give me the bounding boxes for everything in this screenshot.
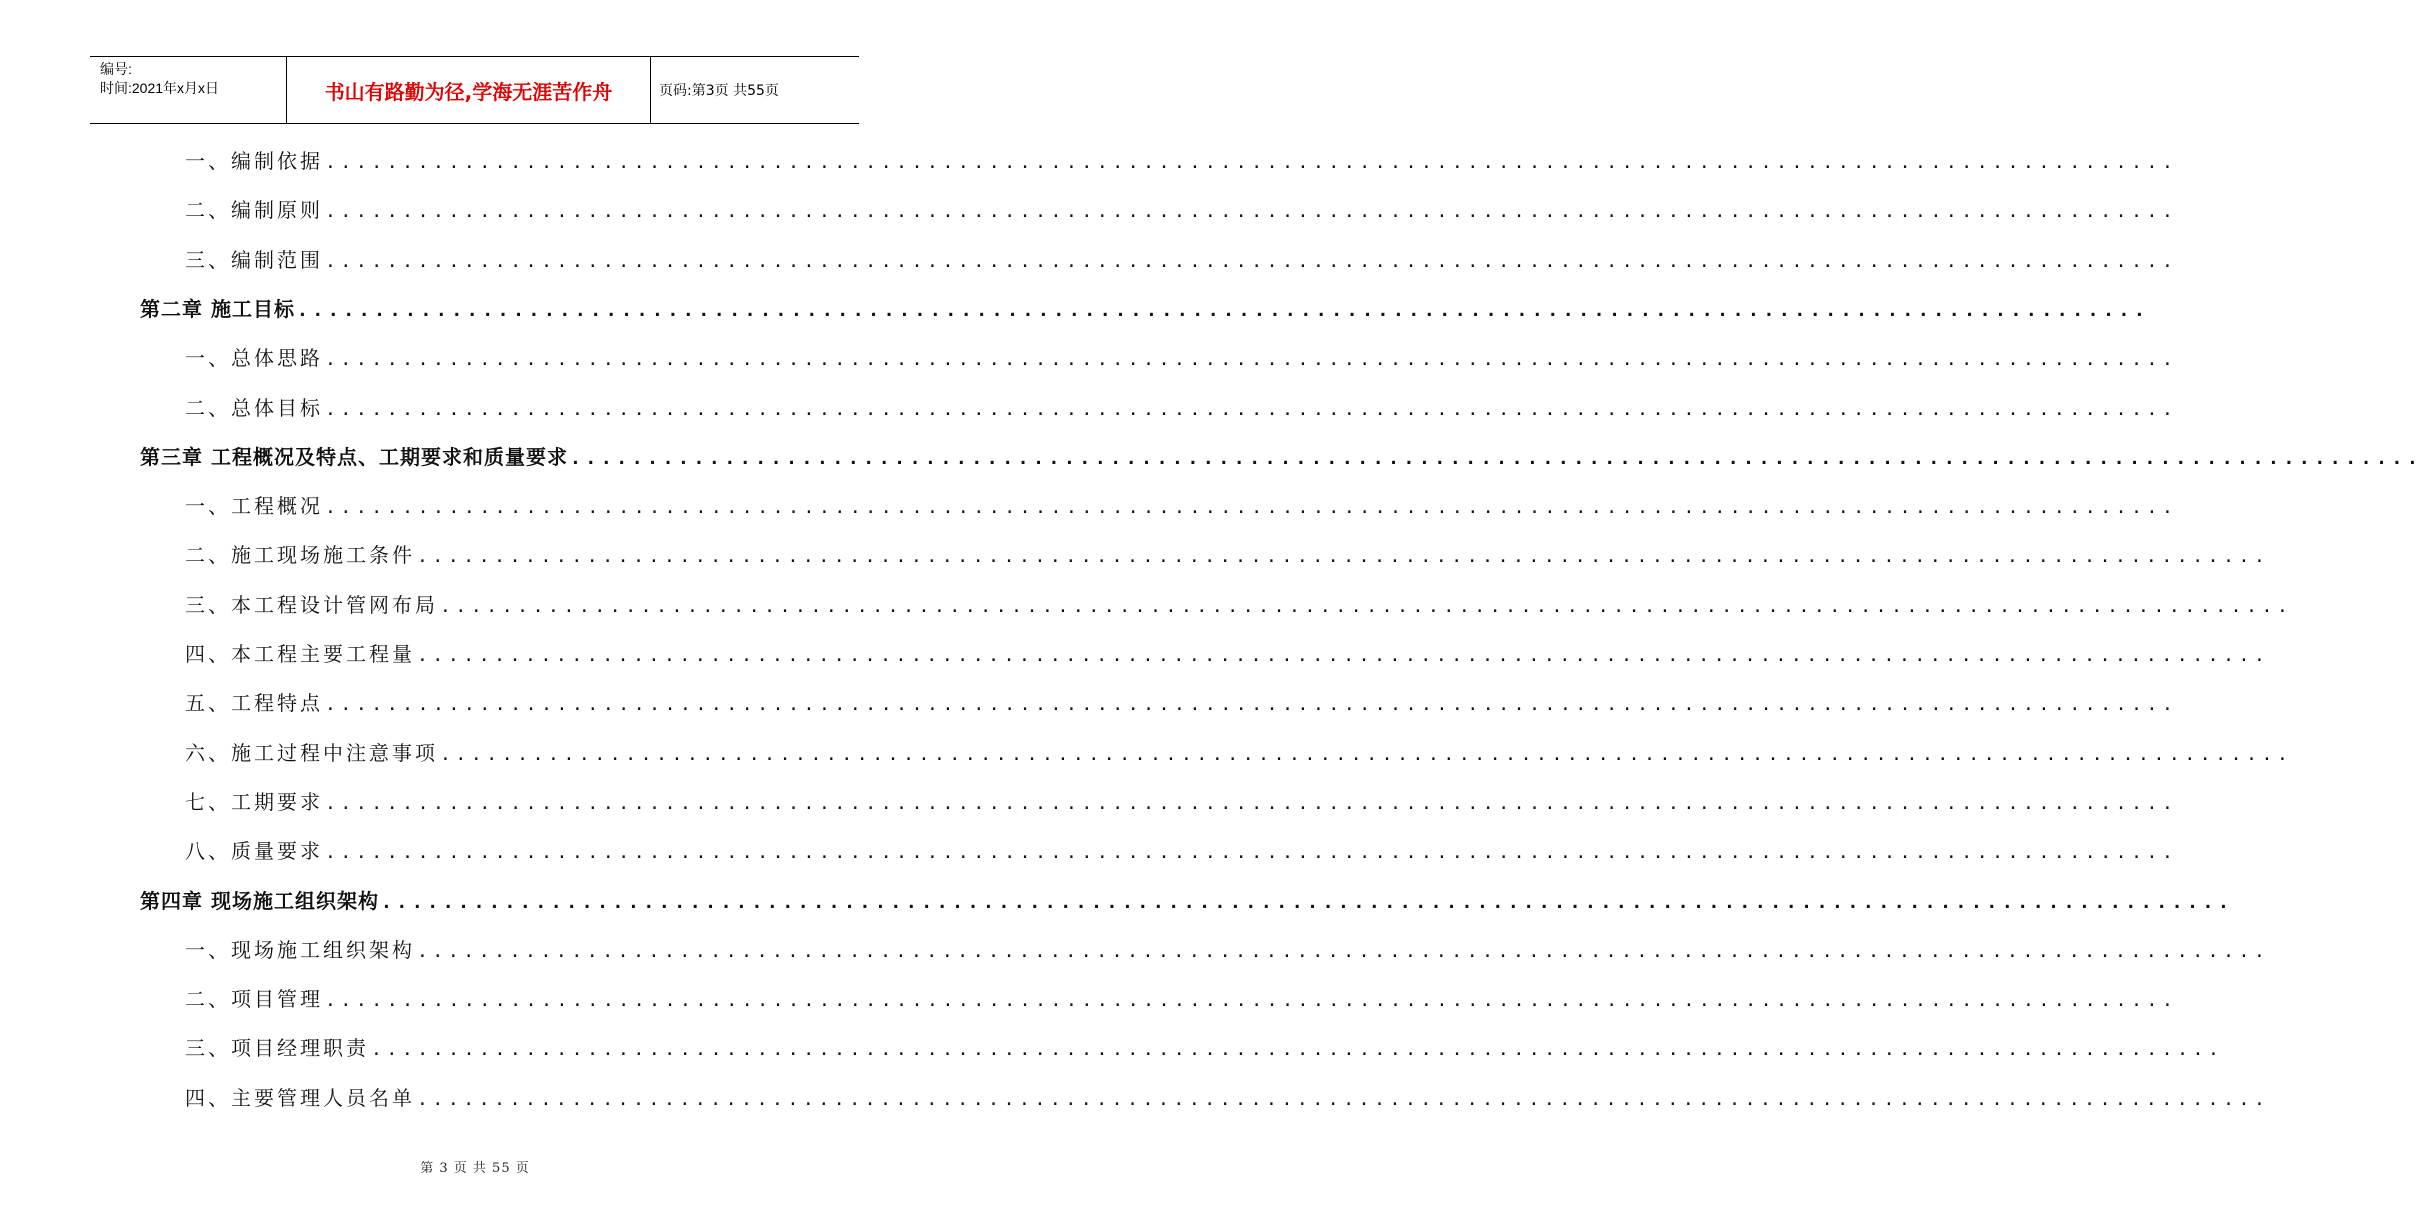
toc-entry-title: 第二章 施工目标 xyxy=(140,297,295,321)
toc-section-entry[interactable] xyxy=(185,589,2293,619)
page-footer: 第 3 页 共 55 页 xyxy=(420,1161,530,1176)
toc-section-entry[interactable] xyxy=(185,194,2178,224)
toc-entry-title: 六、施工过程中注意事项 xyxy=(185,741,438,765)
toc-entry-title: 一、总体思路 xyxy=(185,346,323,370)
toc-entry-title: 二、总体目标 xyxy=(185,396,323,420)
header-meta-cell xyxy=(90,57,286,123)
document-time-label: 时间:2021年x月x日 xyxy=(100,80,220,96)
toc-section-entry[interactable] xyxy=(185,342,2178,372)
toc-section-entry[interactable] xyxy=(185,1032,2224,1062)
toc-dot-leader: ........................................................................................................................ xyxy=(296,300,2150,321)
header-motto: 书山有路勤为径,学海无涯苦作舟 xyxy=(286,57,651,123)
document-number-label: 编号: xyxy=(100,61,132,77)
toc-entry-title: 三、项目经理职责 xyxy=(185,1036,369,1060)
toc-dot-leader: ........................................................................................................................ xyxy=(371,1039,2224,1060)
toc-dot-leader: ........................................................................................................................ xyxy=(380,892,2234,913)
toc-dot-leader: ........................................................................................................................ xyxy=(417,1089,2270,1110)
toc-entry-title: 八、质量要求 xyxy=(185,839,323,863)
toc-dot-leader: ........................................................................................................................ xyxy=(440,744,2293,765)
toc-dot-leader: ........................................................................................................................ xyxy=(325,399,2178,420)
toc-section-entry[interactable] xyxy=(185,145,2178,175)
toc-chapter-entry[interactable] xyxy=(140,885,2234,915)
toc-dot-leader: ........................................................................................................................ xyxy=(417,941,2270,962)
toc-dot-leader: ........................................................................................................................ xyxy=(325,694,2178,715)
toc-entry-title: 第四章 现场施工组织架构 xyxy=(140,889,379,913)
toc-chapter-entry[interactable] xyxy=(140,441,2422,471)
toc-entry-title: 三、编制范围 xyxy=(185,248,323,272)
toc-dot-leader: ........................................................................................................................ xyxy=(569,448,2422,469)
toc-entry-title: 四、本工程主要工程量 xyxy=(185,642,415,666)
toc-dot-leader: ........................................................................................................................ xyxy=(325,152,2178,173)
toc-section-entry[interactable] xyxy=(185,687,2178,717)
toc-dot-leader: ........................................................................................................................ xyxy=(417,645,2270,666)
toc-section-entry[interactable] xyxy=(185,638,2270,668)
toc-dot-leader: ........................................................................................................................ xyxy=(325,349,2178,370)
toc-section-entry[interactable] xyxy=(185,786,2178,816)
toc-dot-leader: ........................................................................................................................ xyxy=(440,596,2293,617)
toc-dot-leader: ........................................................................................................................ xyxy=(325,793,2178,814)
toc-entry-title: 三、本工程设计管网布局 xyxy=(185,593,438,617)
toc-section-entry[interactable] xyxy=(185,934,2270,964)
toc-dot-leader: ........................................................................................................................ xyxy=(325,497,2178,518)
toc-dot-leader: ........................................................................................................................ xyxy=(417,546,2270,567)
toc-entry-title: 二、施工现场施工条件 xyxy=(185,543,415,567)
toc-dot-leader: ........................................................................................................................ xyxy=(325,201,2178,222)
toc-section-entry[interactable] xyxy=(185,490,2178,520)
toc-section-entry[interactable] xyxy=(185,983,2178,1013)
toc-entry-title: 一、编制依据 xyxy=(185,149,323,173)
toc-section-entry[interactable] xyxy=(185,392,2178,422)
toc-section-entry[interactable] xyxy=(185,835,2178,865)
toc-entry-title: 四、主要管理人员名单 xyxy=(185,1086,415,1110)
toc-entry-title: 五、工程特点 xyxy=(185,691,323,715)
toc-section-entry[interactable] xyxy=(185,244,2178,274)
toc-section-entry[interactable] xyxy=(185,1082,2270,1112)
toc-entry-title: 二、项目管理 xyxy=(185,987,323,1011)
header-page-info: 页码:第3页 共55页 xyxy=(659,83,779,99)
toc-dot-leader: ........................................................................................................................ xyxy=(325,990,2178,1011)
toc-section-entry[interactable] xyxy=(185,737,2293,767)
toc-entry-title: 二、编制原则 xyxy=(185,198,323,222)
toc-dot-leader: ........................................................................................................................ xyxy=(325,842,2178,863)
toc-dot-leader: ........................................................................................................................ xyxy=(325,251,2178,272)
toc-entry-title: 七、工期要求 xyxy=(185,790,323,814)
toc-entry-title: 一、现场施工组织架构 xyxy=(185,938,415,962)
toc-chapter-entry[interactable] xyxy=(140,293,2150,323)
page-header xyxy=(90,56,859,124)
toc-entry-title: 一、工程概况 xyxy=(185,494,323,518)
toc-section-entry[interactable] xyxy=(185,539,2270,569)
toc-entry-title: 第三章 工程概况及特点、工期要求和质量要求 xyxy=(140,445,568,469)
